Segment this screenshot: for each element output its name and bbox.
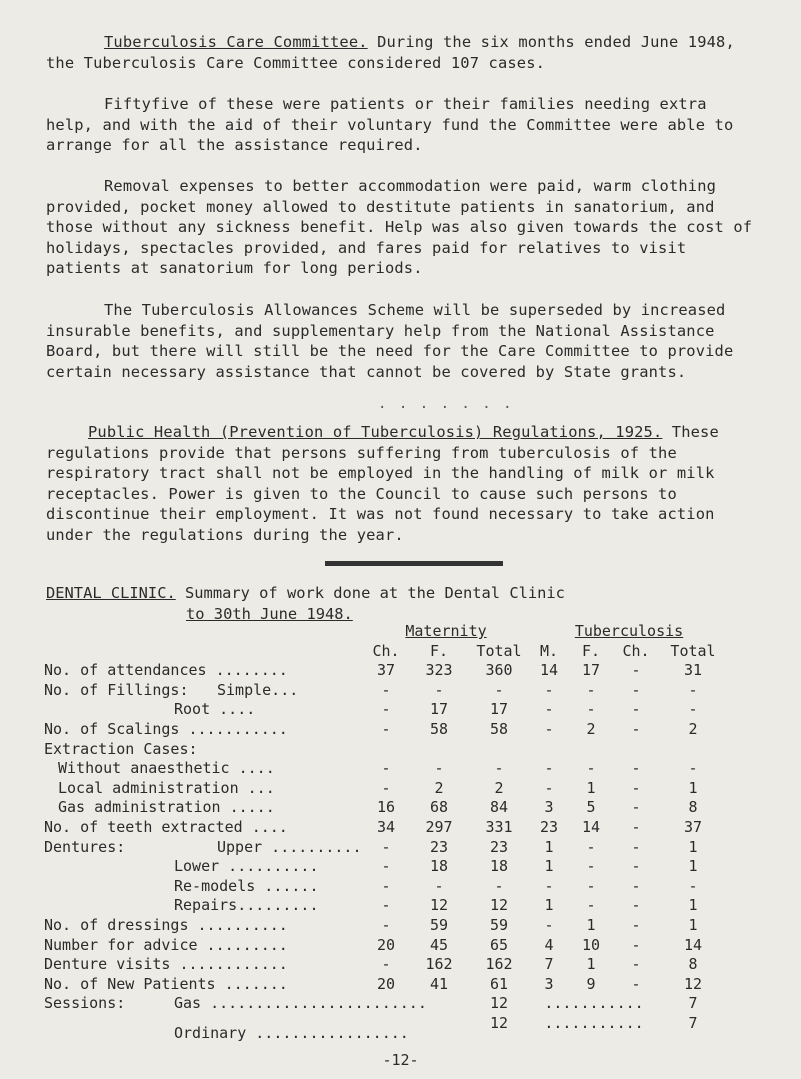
table-cell: [614, 740, 658, 760]
table-cell: -: [381, 778, 391, 797]
sessions-leader-dots: ...........: [544, 1013, 644, 1032]
table-cell: 14: [539, 661, 559, 680]
table-cell: 331: [485, 817, 513, 836]
row-label: [44, 838, 362, 858]
table-cell: 61: [489, 974, 509, 993]
sessions-maternity-total: 12: [489, 994, 509, 1013]
table-cell: 2: [434, 778, 444, 797]
sessions-row: [44, 1014, 728, 1034]
regulations-heading: Public Health (Prevention of Tuberculosis) Regulations, 1925.: [88, 423, 663, 441]
table-cell: -: [688, 700, 698, 719]
table-cell: 12: [429, 896, 449, 915]
dental-summary-line1: Summary of work done at the Dental Clinic: [185, 584, 565, 602]
column-header: M.: [539, 641, 559, 660]
table-cell: 10: [581, 935, 601, 954]
table-group-header-row: [44, 622, 728, 642]
table-cell: 2: [494, 778, 504, 797]
table-cell: -: [381, 857, 391, 876]
row-label: [44, 994, 427, 1014]
table-cell: -: [544, 700, 554, 719]
table-cell: -: [494, 759, 504, 778]
table-row: [44, 681, 728, 701]
row-label: [44, 1014, 409, 1042]
table-cell: -: [631, 719, 641, 738]
table-cell: -: [688, 680, 698, 699]
table-cell: 68: [429, 798, 449, 817]
table-row: [44, 779, 728, 799]
table-cell: 8: [688, 798, 698, 817]
table-cell: -: [631, 798, 641, 817]
row-label: No. of dressings ..........: [44, 915, 288, 934]
table-row: [44, 857, 728, 877]
row-label: Repairs.........: [174, 896, 319, 915]
page-number: -12-: [382, 1051, 419, 1069]
ornament-dots: . . . . . . .: [378, 396, 514, 412]
table-cell: 1: [586, 915, 596, 934]
table-cell: -: [434, 876, 444, 895]
sessions-tb-total: 7: [688, 994, 698, 1013]
row-label: No. of Scalings ...........: [44, 719, 288, 738]
table-column-header-row: [44, 642, 728, 662]
column-header: Ch.: [372, 641, 400, 660]
table-cell: -: [688, 876, 698, 895]
row-label: Root ....: [174, 700, 256, 719]
row-label: Without anaesthetic ....: [58, 759, 275, 778]
table-cell: -: [434, 680, 444, 699]
sessions-leader-dots: ...........: [544, 994, 644, 1013]
table-cell: -: [688, 759, 698, 778]
table-row: [44, 818, 728, 838]
row-label: Extraction Cases:: [44, 739, 198, 758]
table-cell: 1: [544, 857, 554, 876]
dental-summary-line2: to 30th June 1948.: [186, 604, 353, 623]
table-cell: -: [631, 759, 641, 778]
table-cell: -: [381, 915, 391, 934]
row-label-sub: Simple...: [217, 680, 299, 699]
care-committee-p3: Removal expenses to better accommodation were paid, warm clothing provided, pocket money allowed to destitute patients in sanatorium, and those without any sickness benefit. Help was also given towards the cost of holidays, spectacles provided, and fares paid for relatives to visit patients at sanatorium for long periods.: [46, 177, 753, 278]
table-cell: [658, 740, 728, 760]
table-cell: 18: [489, 857, 509, 876]
table-cell: 1: [688, 857, 698, 876]
table-cell: 1: [688, 837, 698, 856]
table-cell: 1: [688, 896, 698, 915]
table-cell: -: [586, 837, 596, 856]
table-cell: -: [544, 876, 554, 895]
table-row: [44, 700, 728, 720]
table-cell: 20: [376, 974, 396, 993]
table-cell: 45: [429, 935, 449, 954]
table-cell: -: [381, 700, 391, 719]
table-cell: 3: [544, 798, 554, 817]
sessions-label: Sessions:: [44, 994, 126, 1013]
table-cell: -: [631, 837, 641, 856]
table-cell: -: [631, 955, 641, 974]
table-cell: 16: [376, 798, 396, 817]
table-cell: 37: [683, 817, 703, 836]
table-cell: -: [544, 778, 554, 797]
table-row: [44, 759, 728, 779]
table-row: [44, 896, 728, 916]
row-label: No. of New Patients .......: [44, 974, 288, 993]
table-cell: -: [631, 817, 641, 836]
table-cell: 5: [586, 798, 596, 817]
section-divider: [325, 561, 503, 566]
table-cell: 162: [485, 955, 513, 974]
table-cell: 2: [688, 719, 698, 738]
table-cell: 1: [544, 837, 554, 856]
table-cell: -: [544, 719, 554, 738]
care-committee-heading: Tuberculosis Care Committee.: [104, 33, 368, 51]
row-label: Gas administration .....: [58, 798, 275, 817]
table-cell: -: [631, 896, 641, 915]
table-cell: 1: [688, 778, 698, 797]
row-label: Lower ..........: [174, 857, 319, 876]
column-header: F.: [581, 641, 601, 660]
table-cell: 23: [429, 837, 449, 856]
table-cell: -: [544, 915, 554, 934]
table-cell: 1: [586, 955, 596, 974]
table-cell: -: [631, 680, 641, 699]
table-cell: 297: [425, 817, 453, 836]
group-header-tuberculosis: Tuberculosis: [574, 622, 684, 640]
table-cell: 1: [544, 896, 554, 915]
table-cell: -: [586, 700, 596, 719]
table-cell: 1: [586, 778, 596, 797]
table-row: [44, 975, 728, 995]
column-header: Ch.: [622, 641, 650, 660]
row-label-sub: Upper ..........: [217, 837, 362, 856]
table-cell: 41: [429, 974, 449, 993]
table-row: [44, 661, 728, 681]
table-cell: 8: [688, 955, 698, 974]
table-cell: 23: [539, 817, 559, 836]
table-cell: 20: [376, 935, 396, 954]
table-cell: 58: [429, 719, 449, 738]
row-label: Denture visits ............: [44, 955, 288, 974]
table-cell: 323: [425, 661, 453, 680]
table-row: [44, 877, 728, 897]
table-cell: 17: [429, 700, 449, 719]
dental-clinic-heading-block: [46, 583, 761, 624]
row-label-main: Dentures:: [44, 837, 126, 856]
table-cell: -: [586, 759, 596, 778]
table-cell: [530, 740, 568, 760]
sessions-row: [44, 994, 728, 1014]
group-header-maternity: Maternity: [405, 622, 487, 640]
table-cell: 59: [429, 915, 449, 934]
table-cell: [362, 740, 410, 760]
table-cell: 360: [485, 661, 513, 680]
table-row: [44, 838, 728, 858]
row-label: [44, 681, 362, 701]
row-label-main: No. of Fillings:: [44, 680, 189, 699]
table-cell: 1: [688, 915, 698, 934]
dental-clinic-heading: DENTAL CLINIC.: [46, 584, 176, 602]
table-cell: -: [494, 876, 504, 895]
table-cell: 17: [489, 700, 509, 719]
row-label: Re-models ......: [174, 876, 319, 895]
table-cell: 9: [586, 974, 596, 993]
table-cell: -: [631, 661, 641, 680]
sessions-tb-total: 7: [688, 1013, 698, 1032]
table-cell: -: [586, 896, 596, 915]
table-cell: -: [381, 876, 391, 895]
table-cell: 23: [489, 837, 509, 856]
table-cell: -: [631, 876, 641, 895]
care-committee-p2: Fiftyfive of these were patients or their families needing extra help, and with the aid of their voluntary fund the Committee were able to arrange for all the assistance required.: [46, 95, 734, 155]
table-cell: [568, 740, 614, 760]
regulations-paragraph: [46, 422, 761, 546]
table-row: [44, 798, 728, 818]
table-cell: -: [381, 719, 391, 738]
table-cell: -: [631, 974, 641, 993]
table-cell: 31: [683, 661, 703, 680]
table-cell: 4: [544, 935, 554, 954]
table-cell: -: [586, 876, 596, 895]
dental-summary-table: [44, 622, 728, 1042]
row-label: Local administration ...: [58, 778, 275, 797]
table-cell: -: [631, 857, 641, 876]
care-committee-paragraph: [46, 32, 761, 73]
table-cell: 14: [683, 935, 703, 954]
table-cell: -: [544, 680, 554, 699]
table-cell: -: [494, 680, 504, 699]
table-cell: -: [434, 759, 444, 778]
table-cell: -: [381, 759, 391, 778]
table-cell: 12: [683, 974, 703, 993]
table-cell: [410, 740, 468, 760]
table-cell: [468, 740, 530, 760]
table-row: [44, 936, 728, 956]
table-cell: 34: [376, 817, 396, 836]
table-cell: -: [631, 915, 641, 934]
table-cell: 37: [376, 661, 396, 680]
table-cell: 17: [581, 661, 601, 680]
table-cell: -: [631, 700, 641, 719]
column-header: Total: [476, 641, 522, 660]
table-cell: -: [544, 759, 554, 778]
table-cell: 84: [489, 798, 509, 817]
table-cell: 18: [429, 857, 449, 876]
table-cell: -: [631, 778, 641, 797]
table-row: [44, 955, 728, 975]
table-cell: 59: [489, 915, 509, 934]
table-cell: -: [381, 680, 391, 699]
table-row: [44, 720, 728, 740]
column-header: Total: [670, 641, 716, 660]
care-committee-intro: During the six months ended June 1948, the Tuberculosis Care Committee considered 107 cases.: [46, 33, 735, 72]
sessions-maternity-total: 12: [489, 1013, 509, 1032]
sessions-sub-label: Gas ........................: [174, 994, 427, 1013]
table-cell: -: [381, 837, 391, 856]
table-cell: -: [586, 857, 596, 876]
row-label: No. of teeth extracted ....: [44, 817, 288, 836]
sessions-sub-label: Ordinary .................: [174, 1023, 409, 1042]
table-cell: -: [381, 955, 391, 974]
table-cell: -: [631, 935, 641, 954]
regulations-body: These regulations provide that persons suffering from tuberculosis of the respiratory tract shall not be employed in the handling of milk or milk receptacles. Power is given to the Council to cause such persons to discontinue their employment. It was not found necessary to take action under the regulations during the year.: [46, 423, 719, 544]
row-label: Number for advice .........: [44, 935, 288, 954]
table-cell: 7: [544, 955, 554, 974]
table-cell: 58: [489, 719, 509, 738]
table-cell: -: [586, 680, 596, 699]
row-label: No. of attendances ........: [44, 661, 288, 680]
table-cell: -: [381, 896, 391, 915]
table-cell: 14: [581, 817, 601, 836]
table-cell: 65: [489, 935, 509, 954]
column-header: F.: [429, 641, 449, 660]
table-cell: 3: [544, 974, 554, 993]
table-row: [44, 740, 728, 760]
table-cell: [410, 1014, 468, 1034]
table-cell: 2: [586, 719, 596, 738]
table-row: [44, 916, 728, 936]
table-cell: 162: [425, 955, 453, 974]
table-cell: 12: [489, 896, 509, 915]
care-committee-p4: The Tuberculosis Allowances Scheme will be superseded by increased insurable benefits, and supplementary help from the National Assistance Board, but there will still be the need for the Care Committee to provide certain necessary assistance that cannot be covered by State grants.: [46, 301, 734, 381]
